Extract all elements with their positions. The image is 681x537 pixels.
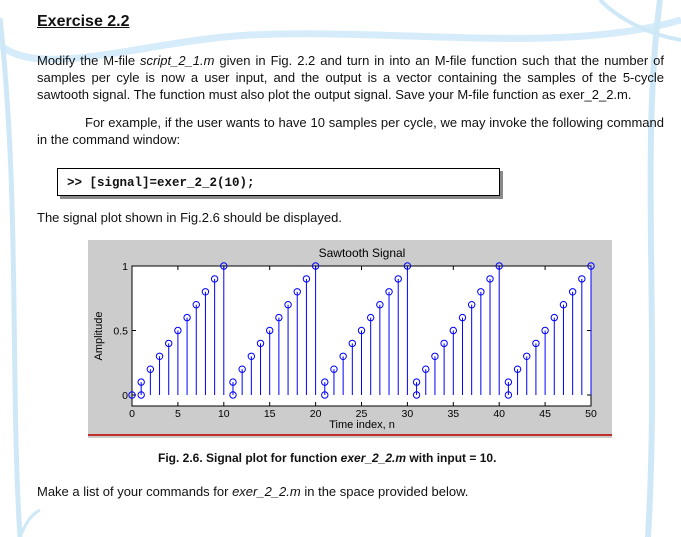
exercise-title: Exercise 2.2 bbox=[37, 13, 130, 30]
figure-caption: Fig. 2.6. Signal plot for function exer_2_2.m with input = 10. bbox=[158, 451, 497, 465]
x-tick-label: 15 bbox=[263, 408, 276, 420]
paragraph-commands: Make a list of your commands for exer_2_2.m in the space provided below. bbox=[37, 484, 469, 499]
x-tick-label: 45 bbox=[539, 408, 551, 420]
command-box: >> [signal]=exer_2_2(10); bbox=[57, 168, 500, 196]
x-tick-label: 50 bbox=[585, 408, 597, 420]
y-tick-label: 1 bbox=[122, 261, 128, 273]
x-tick-label: 30 bbox=[401, 408, 414, 420]
file-name: script_2_1.m bbox=[140, 53, 215, 68]
y-tick-label: 0.5 bbox=[113, 325, 128, 338]
figure bbox=[88, 240, 612, 443]
paragraph-plot-note: The signal plot shown in Fig.2.6 should be displayed. bbox=[37, 210, 342, 225]
x-tick-label: 25 bbox=[355, 408, 368, 420]
paragraph-instructions: Modify the M-file script_2_1.m given in Fig. 2.2 and turn in into an M-file function such that the number of samples per cyle is now a user input, and the output is a vector containing the samples of the 5-cycle sawtooth signal. The function must also plot the output signal. Save your M-file function as exer_2_2.m. bbox=[37, 53, 664, 102]
x-tick-label: 35 bbox=[447, 408, 460, 420]
x-axis-label: Time index, n bbox=[329, 419, 395, 431]
x-tick-label: 5 bbox=[174, 408, 181, 420]
x-tick-label: 40 bbox=[493, 408, 506, 420]
chart-title: Sawtooth Signal bbox=[318, 246, 406, 260]
y-axis-label: Amplitude bbox=[93, 311, 105, 361]
y-tick-label: 0 bbox=[122, 390, 128, 402]
x-tick-label: 0 bbox=[129, 408, 135, 420]
x-tick-label: 10 bbox=[217, 408, 230, 420]
sawtooth-chart bbox=[88, 240, 612, 438]
paragraph-example: For example, if the user wants to have 10 samples per cycle, we may invoke the following command in the command window: bbox=[37, 115, 664, 147]
x-tick-label: 20 bbox=[309, 408, 322, 420]
